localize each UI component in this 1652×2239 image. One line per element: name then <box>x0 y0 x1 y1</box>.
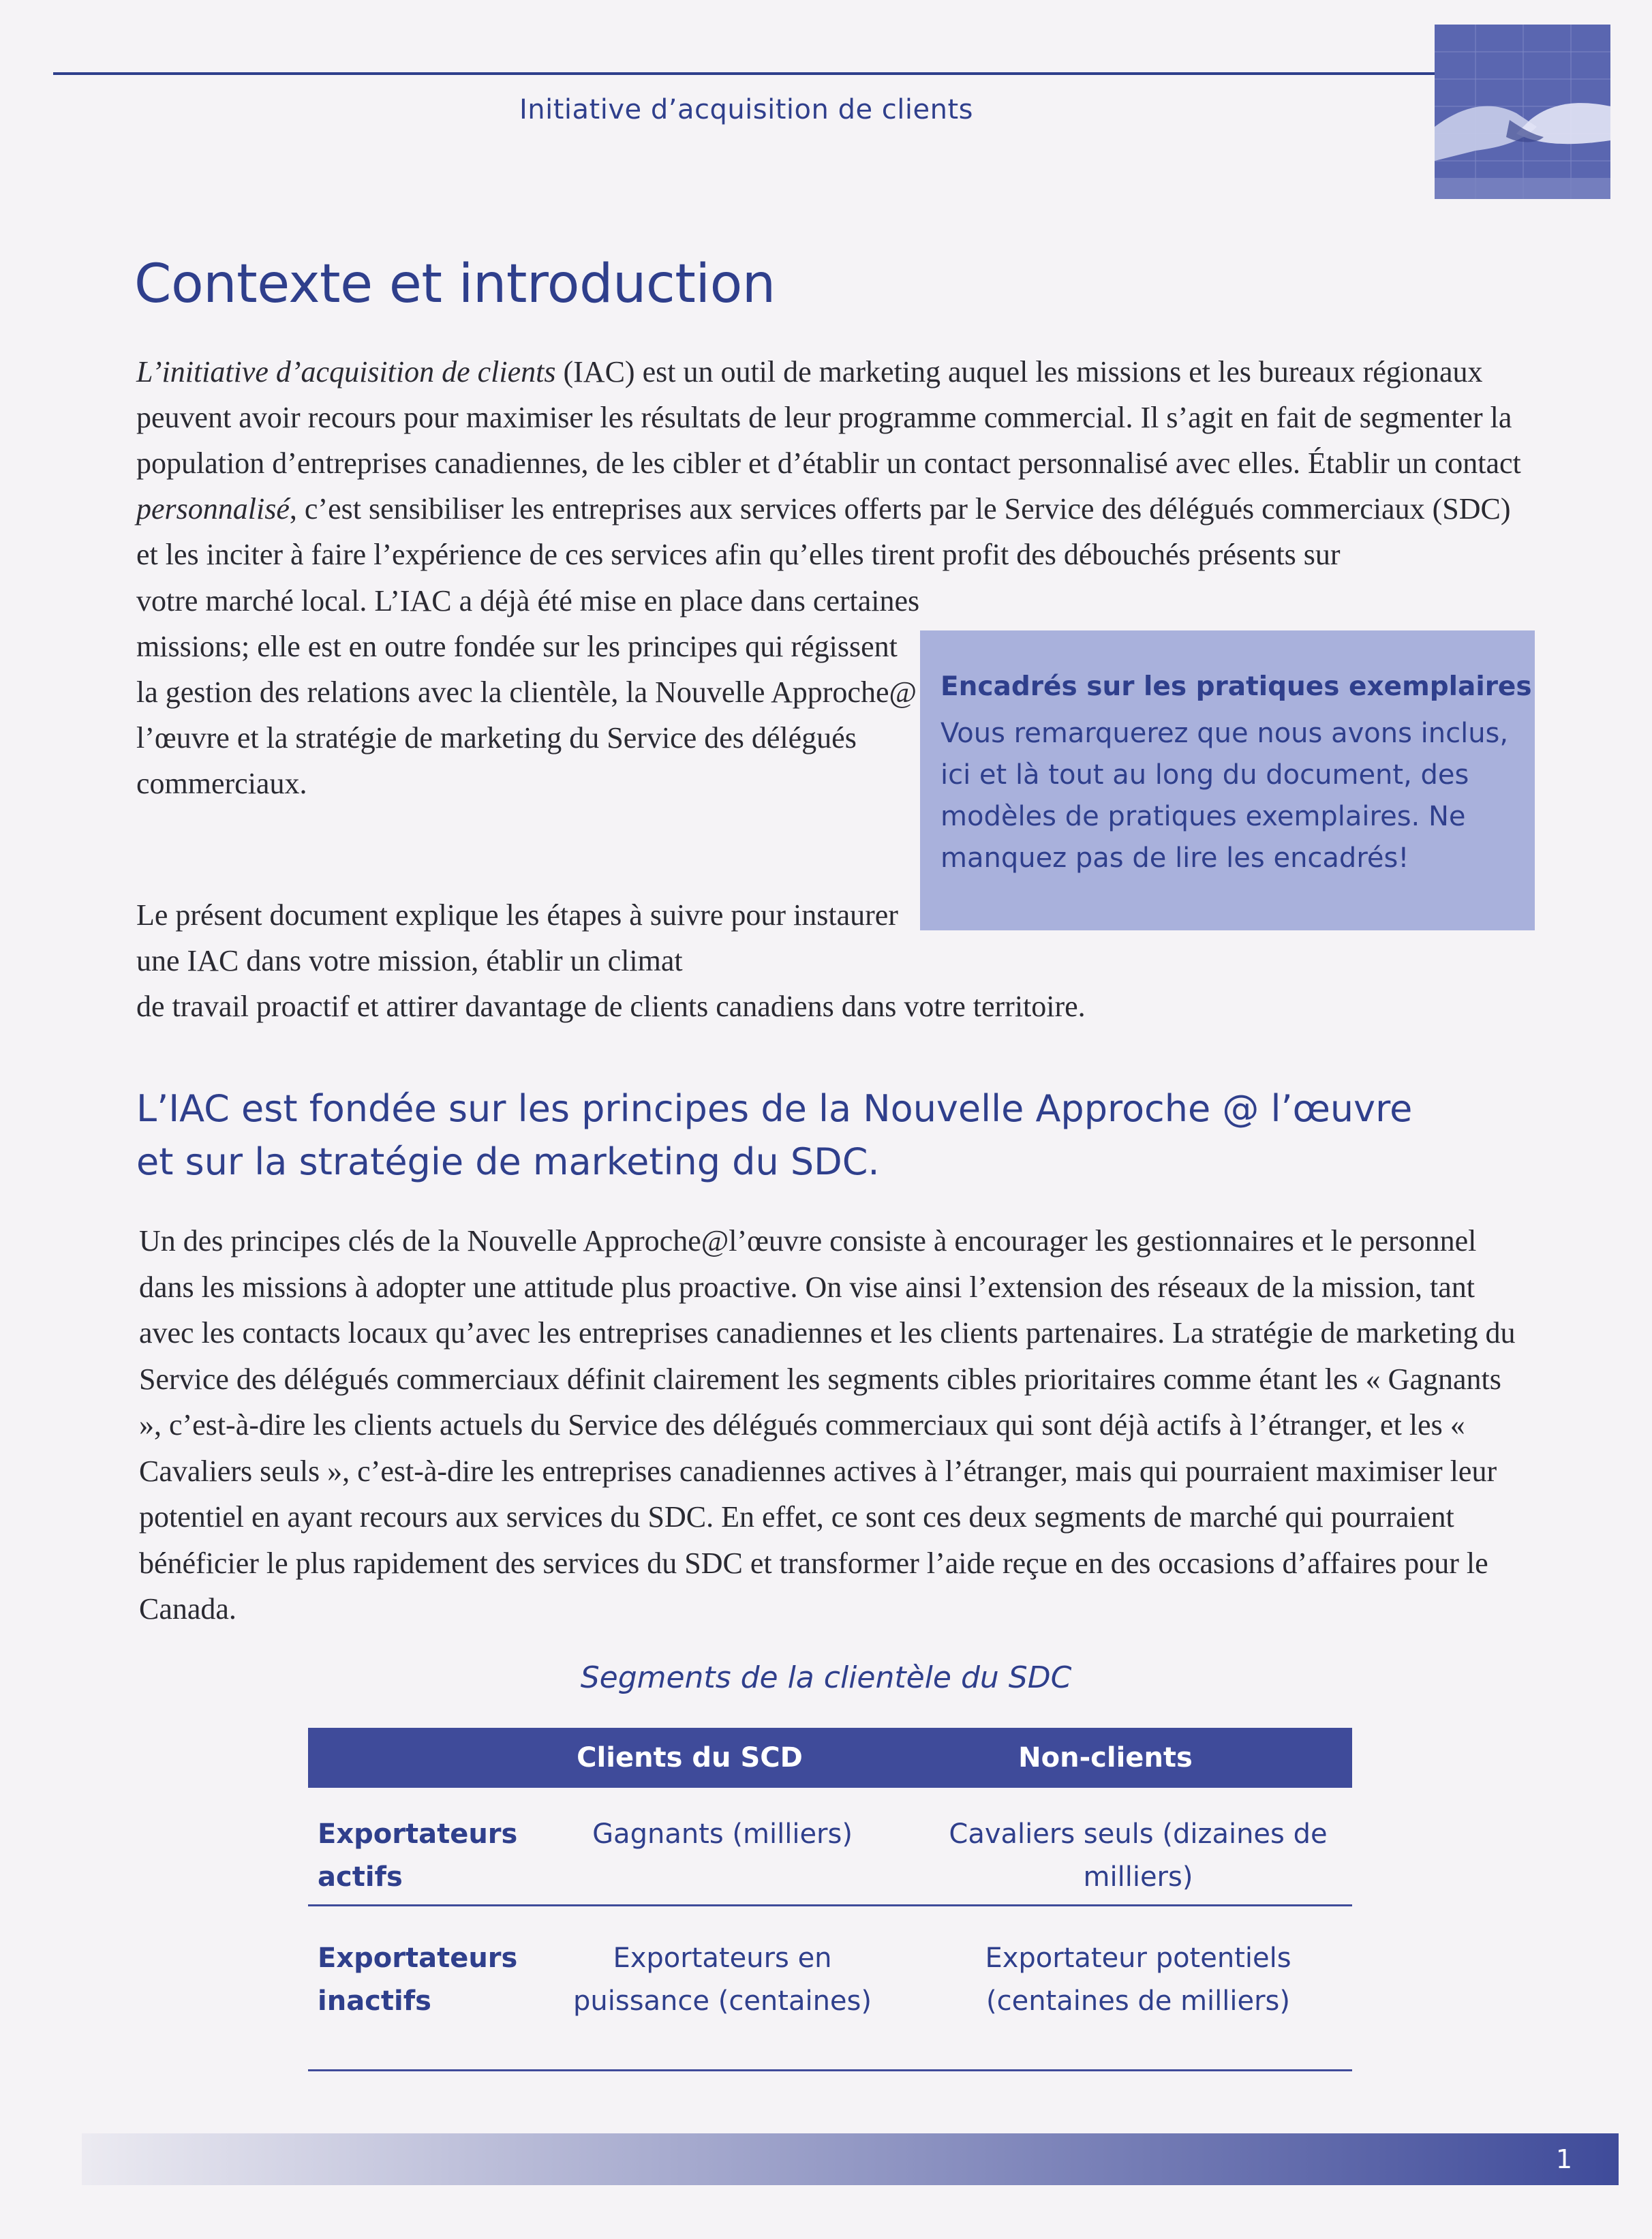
handshake-photo <box>1435 25 1610 199</box>
document-purpose-paragraph: Le présent document explique les étapes à suivre pour instaurer une IAC dans votre mission, établir un climat <box>136 898 898 977</box>
intro-term-personalized: personnalisé <box>136 492 290 526</box>
segments-table-caption: Segments de la clientèle du SDC <box>580 1660 1072 1695</box>
table-row-divider <box>308 1904 1352 1906</box>
table-bottom-rule <box>308 2069 1352 2071</box>
row-label-active-exporters: Exportateurs actifs <box>318 1818 518 1893</box>
section-title-context: Contexte et introduction <box>134 254 776 315</box>
cell-emerging-exporters: Exportateurs en puissance (centaines) <box>573 1943 872 2017</box>
page-number: 1 <box>1555 2144 1573 2174</box>
intro-paragraph <box>136 349 1527 577</box>
intro-text-a: (IAC) est un outil de marketing auquel les missions et les bureaux régionaux peuvent avoir recours pour maximiser les résultats de leur programme commercial. Il s’agit en fait de segmenter la population d’entreprises canadiennes, de les cibler et d’établir un contact personnalisé avec elles. Établir un contact <box>136 355 1521 480</box>
intro-term: L’initiative d’acquisition de clients <box>136 355 556 389</box>
column-header-non-clients: Non-clients <box>1018 1742 1193 1773</box>
document-purpose-paragraph-end: de travail proactif et attirer davantage de clients canadiens dans votre territoire. <box>136 990 1086 1023</box>
header-rule <box>53 72 1437 75</box>
section-title-principles: L’IAC est fondée sur les principes de la Nouvelle Approche @ l’œuvre et sur la stratégie de marketing du SDC. <box>136 1087 1413 1183</box>
intro-text-b: , c’est sensibiliser les entreprises aux services offerts par le Service des délégués commerciaux (SDC) et les inciter à faire l’expérience de ces services afin qu’elles tirent profit des débouchés présents sur <box>136 492 1511 571</box>
intro-paragraph-continued: votre marché local. L’IAC a déjà été mise en place dans certaines missions; elle est en outre fondée sur les principes qui régissent la gestion des relations avec la clientèle, la Nouvelle Approche@ l’œuvre et la stratégie de marketing du Service des délégués commerciaux. <box>136 584 920 800</box>
cell-lone-riders: Cavaliers seuls (dizaines de milliers) <box>949 1818 1328 1893</box>
cell-winners: Gagnants (milliers) <box>592 1818 853 1850</box>
callout-text: Vous remarquerez que nous avons inclus, ici et là tout au long du document, des modèles de pratiques exemplaires. Ne manquez pas de lire les encadrés! <box>940 718 1509 874</box>
column-header-clients: Clients du SCD <box>577 1742 803 1773</box>
callout-title: Encadrés sur les pratiques exemplaires <box>940 671 1532 702</box>
footer-bar <box>82 2133 1619 2185</box>
segments-table-header <box>308 1728 1352 1788</box>
running-head: Initiative d’acquisition de clients <box>519 94 974 125</box>
principles-paragraph: Un des principes clés de la Nouvelle Approche@l’œuvre consiste à encourager les gestionnaires et le personnel dans les missions à adopter une attitude plus proactive. On vise ainsi l’extension des réseaux de la mission, tant avec les contacts locaux qu’avec les entreprises canadiennes et les clients partenaires. La stratégie de marketing du Service des délégués commerciaux définit clairement les segments cibles prioritaires comme étant les « Gagnants », c’est-à-dire les clients actuels du Service des délégués commerciaux qui sont déjà actifs à l’étranger, et les « Cavaliers seuls », c’est-à-dire les entreprises canadiennes actives à l’étranger, mais qui pourraient maximiser leur potentiel en ayant recours aux services du SDC. En effet, ce sont ces deux segments de marché qui pourraient bénéficier le plus rapidement des services du SDC et transformer l’aide reçue en des occasions d’affaires pour le Canada. <box>139 1224 1516 1626</box>
best-practices-callout <box>920 630 1535 930</box>
row-label-inactive-exporters: Exportateurs inactifs <box>318 1943 518 2017</box>
cell-potential-exporters: Exportateur potentiels (centaines de milliers) <box>985 1943 1291 2017</box>
